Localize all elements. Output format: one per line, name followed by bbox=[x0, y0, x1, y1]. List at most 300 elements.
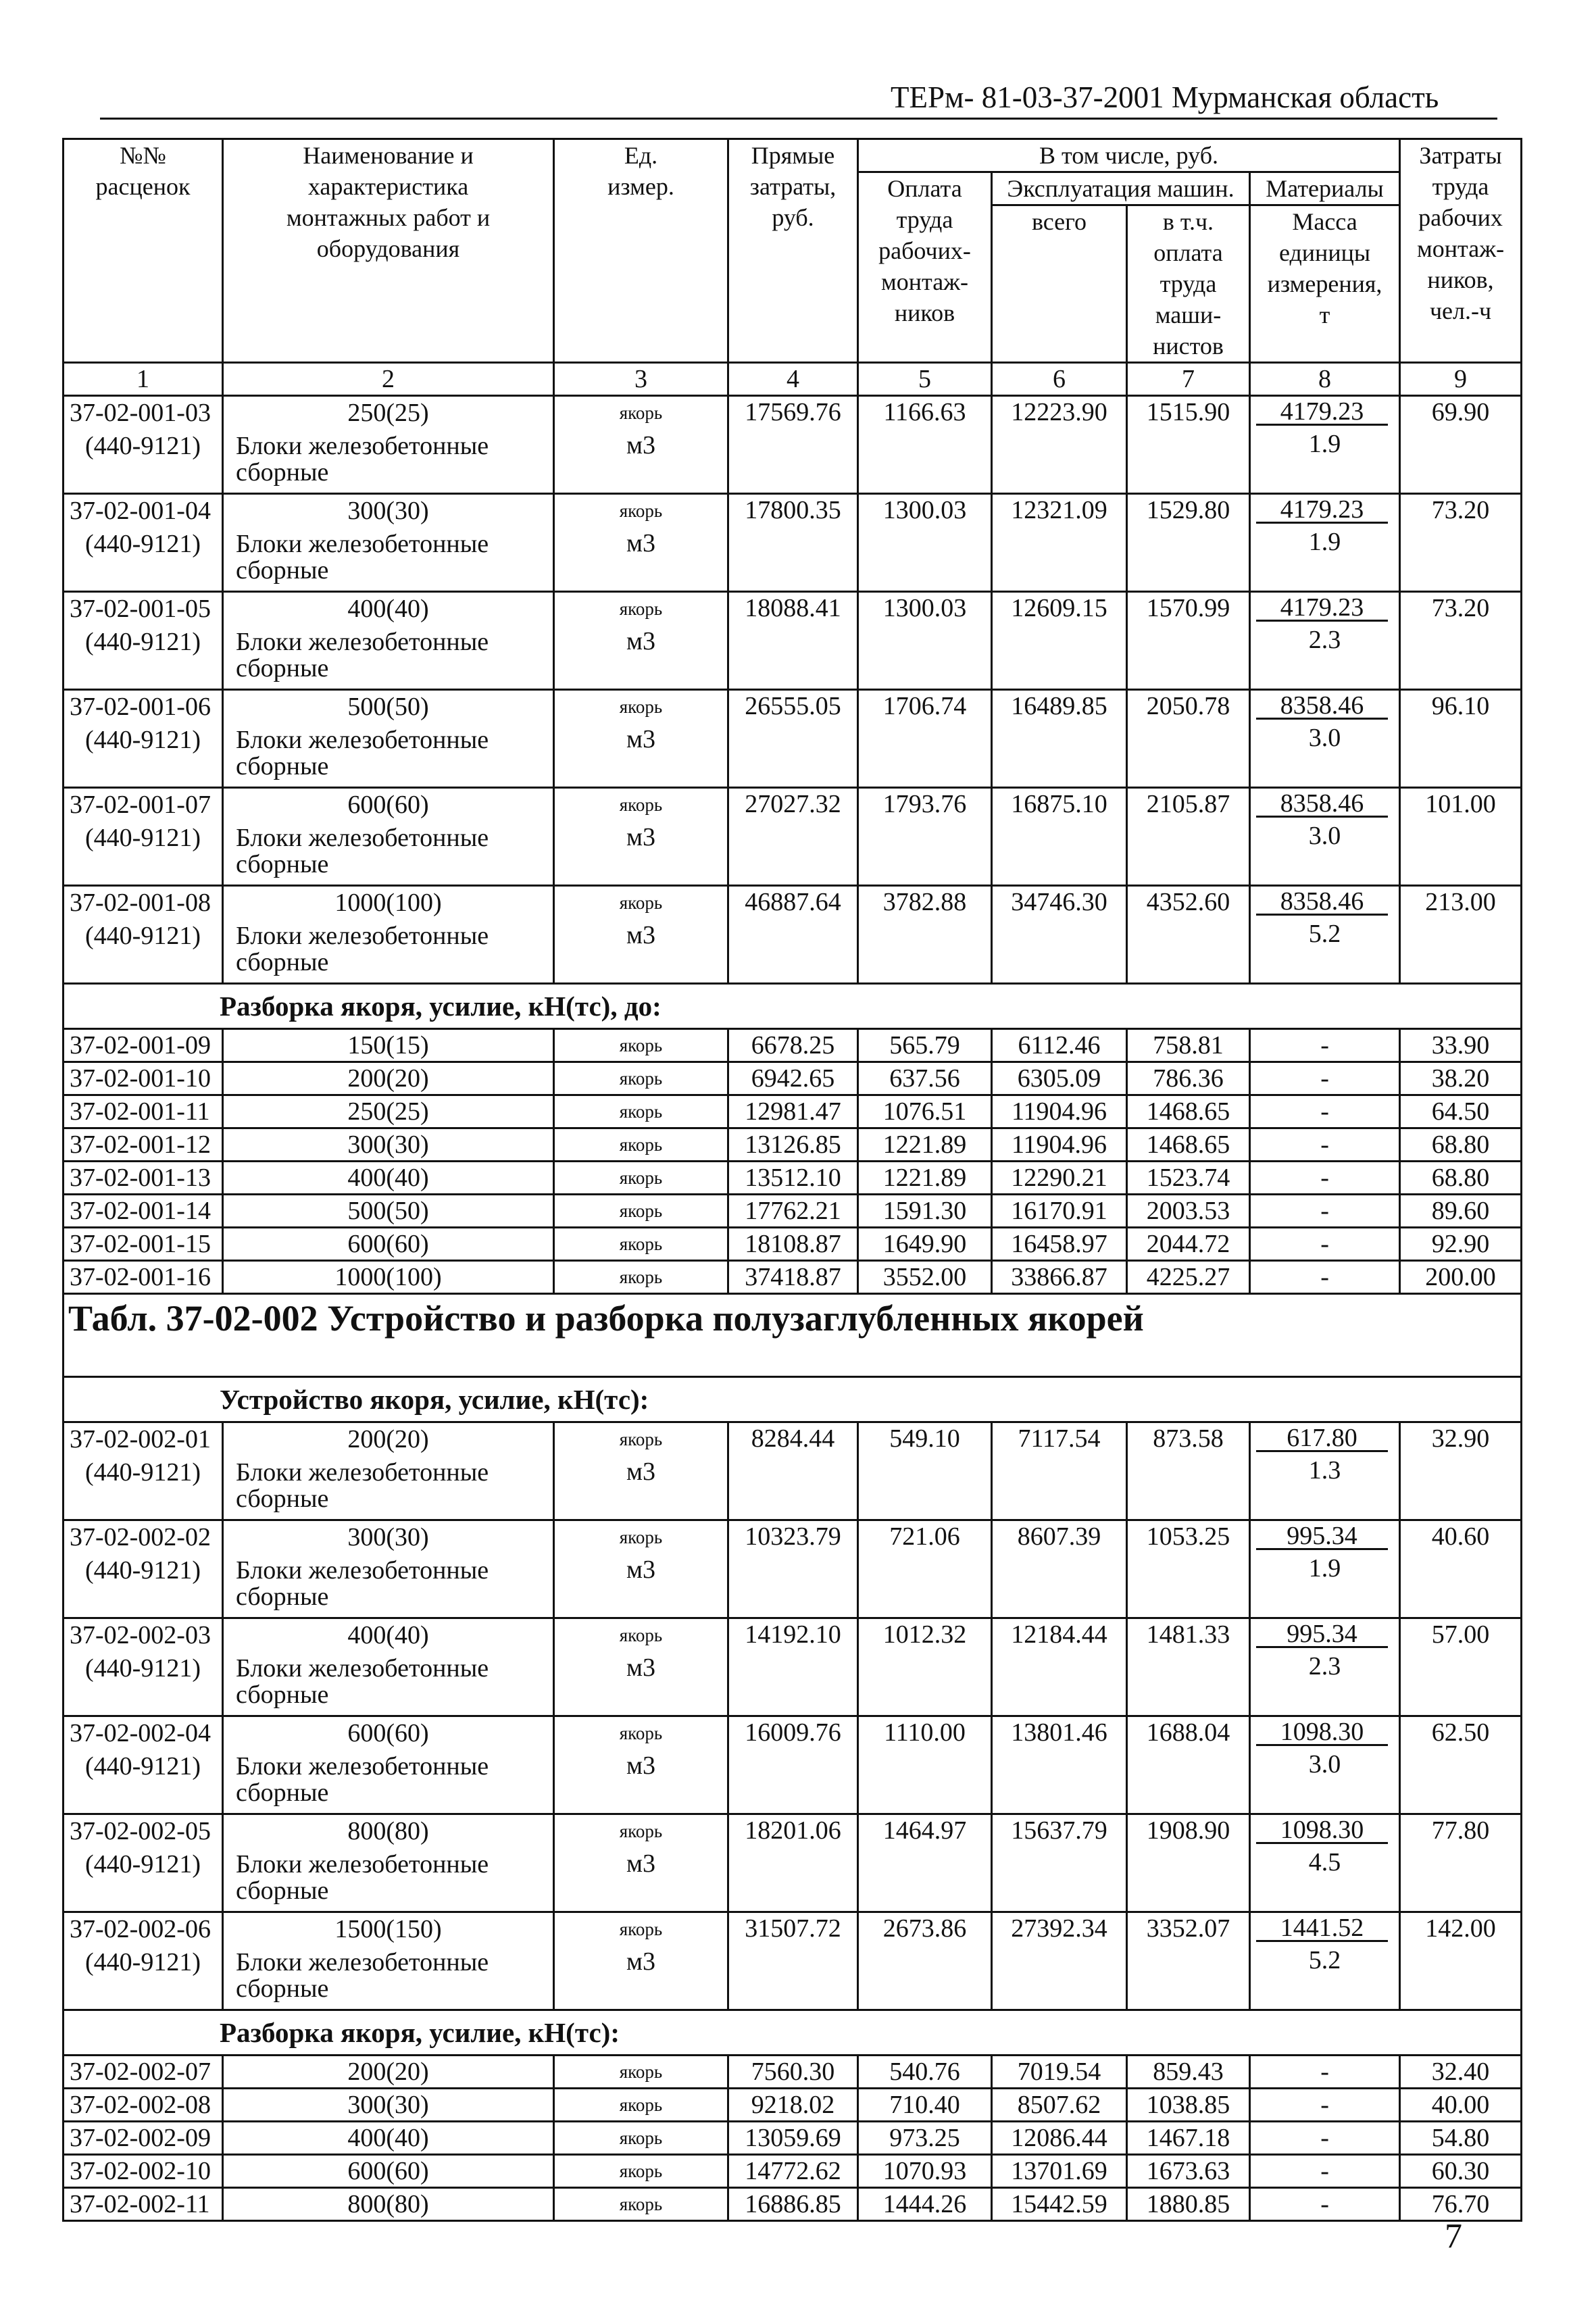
col-number: 4 bbox=[728, 363, 858, 396]
value-mach: 16458.97 bbox=[992, 1228, 1127, 1261]
material-name-cont: сборные bbox=[236, 850, 329, 878]
unit: якорь bbox=[619, 1527, 663, 1547]
material-name-cont: сборные bbox=[236, 556, 329, 584]
value-labor: 637.56 bbox=[858, 1062, 992, 1095]
materials-cost: 8358.46 bbox=[1256, 789, 1388, 818]
value-mach_labor: 1468.65 bbox=[1127, 1095, 1250, 1128]
col-header-code: №№ расценок bbox=[64, 139, 223, 363]
value-direct: 16009.76 bbox=[728, 1716, 858, 1814]
material-name: Блоки железобетонные bbox=[236, 1752, 489, 1781]
value-mach: 11904.96 bbox=[992, 1095, 1127, 1128]
value-hours: 40.00 bbox=[1400, 2089, 1522, 2122]
work-name-cell bbox=[223, 1814, 554, 1912]
value-labor: 1221.89 bbox=[858, 1128, 992, 1162]
rate-code: 37-02-001-03 bbox=[70, 399, 211, 427]
sub-unit: м3 bbox=[626, 1751, 656, 1780]
materials-cost: 995.34 bbox=[1256, 1521, 1388, 1550]
material-name: Блоки железобетонные bbox=[236, 1850, 489, 1878]
value-hours: 40.60 bbox=[1400, 1520, 1522, 1618]
rate-code: 37-02-001-05 bbox=[70, 595, 211, 623]
rate-code: 37-02-002-01 bbox=[70, 1425, 211, 1453]
resource-code: (440-9121) bbox=[85, 824, 201, 852]
value-direct: 17569.76 bbox=[728, 396, 858, 494]
value-direct: 7560.30 bbox=[728, 2056, 858, 2089]
materials-cell bbox=[1250, 886, 1400, 984]
value-labor: 1166.63 bbox=[858, 396, 992, 494]
material-name: Блоки железобетонные bbox=[236, 1556, 489, 1585]
col-header-materials: Материалы bbox=[1250, 172, 1400, 205]
unit: якорь bbox=[619, 501, 663, 521]
material-name-cont: сборные bbox=[236, 654, 329, 682]
unit: якорь bbox=[554, 1128, 728, 1162]
rate-code: 37-02-001-11 bbox=[64, 1095, 223, 1128]
value-direct: 8284.44 bbox=[728, 1422, 858, 1520]
unit: якорь bbox=[619, 795, 663, 815]
unit-cell bbox=[554, 494, 728, 592]
value-mach_labor: 2105.87 bbox=[1127, 788, 1250, 886]
rate-code: 37-02-002-03 bbox=[70, 1621, 211, 1649]
value-hours: 32.90 bbox=[1400, 1422, 1522, 1520]
col-number: 1 bbox=[64, 363, 223, 396]
mass-per-unit: 3.0 bbox=[1308, 822, 1341, 850]
value-direct: 13126.85 bbox=[728, 1128, 858, 1162]
work-name: 600(60) bbox=[347, 1719, 429, 1747]
value-mach_labor: 1053.25 bbox=[1127, 1520, 1250, 1618]
value-mach_labor: 1515.90 bbox=[1127, 396, 1250, 494]
value-hours: 54.80 bbox=[1400, 2122, 1522, 2155]
value-hours: 101.00 bbox=[1400, 788, 1522, 886]
section-row bbox=[64, 2010, 1522, 2056]
value-hours: 96.10 bbox=[1400, 690, 1522, 788]
value-labor: 710.40 bbox=[858, 2089, 992, 2122]
table-row bbox=[64, 2122, 1522, 2155]
col-header-machines: Эксплуатация машин. bbox=[992, 172, 1250, 205]
value-direct: 6678.25 bbox=[728, 1029, 858, 1062]
rate-code-cell bbox=[64, 1520, 223, 1618]
rate-code: 37-02-002-08 bbox=[64, 2089, 223, 2122]
value-labor: 1012.32 bbox=[858, 1618, 992, 1716]
col-header-hours: Затраты труда рабочих монтаж- ников, чел.-ч bbox=[1400, 139, 1522, 363]
work-name-cell bbox=[223, 788, 554, 886]
value-direct: 10323.79 bbox=[728, 1520, 858, 1618]
value-mach_labor: 859.43 bbox=[1127, 2056, 1250, 2089]
section-title: Устройство якоря, усилие, кН(тс): bbox=[64, 1377, 1522, 1422]
table-row bbox=[64, 2155, 1522, 2188]
col-number: 7 bbox=[1127, 363, 1250, 396]
col-header-mach-labor: в т.ч. оплата труда маши- нистов bbox=[1127, 205, 1250, 363]
value-mach: 8507.62 bbox=[992, 2089, 1127, 2122]
section-title: Разборка якоря, усилие, кН(тс): bbox=[64, 2010, 1522, 2056]
resource-code: (440-9121) bbox=[85, 726, 201, 754]
unit: якорь bbox=[554, 1195, 728, 1228]
value-mach_labor: 2044.72 bbox=[1127, 1228, 1250, 1261]
value-mach_labor: 1688.04 bbox=[1127, 1716, 1250, 1814]
value-mach_labor: 758.81 bbox=[1127, 1029, 1250, 1062]
rate-code: 37-02-002-02 bbox=[70, 1523, 211, 1551]
work-name-cell bbox=[223, 1618, 554, 1716]
table-row bbox=[64, 1062, 1522, 1095]
rate-code: 37-02-002-07 bbox=[64, 2056, 223, 2089]
value-mat: - bbox=[1250, 2089, 1400, 2122]
value-labor: 2673.86 bbox=[858, 1912, 992, 2010]
resource-code: (440-9121) bbox=[85, 628, 201, 656]
work-name-cell bbox=[223, 592, 554, 690]
material-name-cont: сборные bbox=[236, 948, 329, 976]
table-row bbox=[64, 1261, 1522, 1294]
value-hours: 60.30 bbox=[1400, 2155, 1522, 2188]
value-labor: 1221.89 bbox=[858, 1162, 992, 1195]
sub-unit: м3 bbox=[626, 823, 656, 851]
resource-code: (440-9121) bbox=[85, 1556, 201, 1585]
value-mat: - bbox=[1250, 1261, 1400, 1294]
resource-code: (440-9121) bbox=[85, 1850, 201, 1878]
value-direct: 26555.05 bbox=[728, 690, 858, 788]
work-name-cell bbox=[223, 1912, 554, 2010]
work-name: 600(60) bbox=[223, 2155, 554, 2188]
value-labor: 1649.90 bbox=[858, 1228, 992, 1261]
col-number: 5 bbox=[858, 363, 992, 396]
value-mach: 27392.34 bbox=[992, 1912, 1127, 2010]
value-labor: 721.06 bbox=[858, 1520, 992, 1618]
resource-code: (440-9121) bbox=[85, 1752, 201, 1781]
work-name-cell bbox=[223, 1422, 554, 1520]
value-hours: 62.50 bbox=[1400, 1716, 1522, 1814]
value-labor: 1300.03 bbox=[858, 494, 992, 592]
rate-code-cell bbox=[64, 1716, 223, 1814]
materials-cost: 4179.23 bbox=[1256, 397, 1388, 426]
materials-cost: 617.80 bbox=[1256, 1423, 1388, 1452]
value-mach: 12290.21 bbox=[992, 1162, 1127, 1195]
mass-per-unit: 5.2 bbox=[1308, 1946, 1341, 1974]
value-labor: 1110.00 bbox=[858, 1716, 992, 1814]
table-row bbox=[64, 1716, 1522, 1814]
unit: якорь bbox=[619, 1723, 663, 1743]
materials-cell bbox=[1250, 1618, 1400, 1716]
value-direct: 12981.47 bbox=[728, 1095, 858, 1128]
value-labor: 3552.00 bbox=[858, 1261, 992, 1294]
value-mach: 6112.46 bbox=[992, 1029, 1127, 1062]
value-hours: 68.80 bbox=[1400, 1128, 1522, 1162]
value-hours: 213.00 bbox=[1400, 886, 1522, 984]
work-name: 600(60) bbox=[223, 1228, 554, 1261]
value-direct: 16886.85 bbox=[728, 2188, 858, 2221]
material-name: Блоки железобетонные bbox=[236, 628, 489, 656]
table-row bbox=[64, 592, 1522, 690]
table-row bbox=[64, 494, 1522, 592]
rate-code-cell bbox=[64, 1912, 223, 2010]
material-name: Блоки железобетонные bbox=[236, 1458, 489, 1487]
material-name-cont: сборные bbox=[236, 1681, 329, 1709]
col-number: 3 bbox=[554, 363, 728, 396]
value-mat: - bbox=[1250, 1162, 1400, 1195]
table-row bbox=[64, 1095, 1522, 1128]
work-name-cell bbox=[223, 494, 554, 592]
column-numbers-row bbox=[64, 363, 1522, 396]
value-mat: - bbox=[1250, 2155, 1400, 2188]
material-name: Блоки железобетонные bbox=[236, 1654, 489, 1683]
value-mach: 12321.09 bbox=[992, 494, 1127, 592]
work-name-cell bbox=[223, 886, 554, 984]
work-name: 300(30) bbox=[223, 1128, 554, 1162]
work-name: 500(50) bbox=[347, 693, 429, 721]
unit-cell bbox=[554, 1716, 728, 1814]
mass-per-unit: 5.2 bbox=[1308, 920, 1341, 948]
table-row bbox=[64, 1195, 1522, 1228]
rate-code: 37-02-001-06 bbox=[70, 693, 211, 721]
document-header: ТЕРм- 81-03-37-2001 Мурманская область bbox=[891, 80, 1439, 114]
unit: якорь bbox=[619, 697, 663, 717]
work-name-cell bbox=[223, 1520, 554, 1618]
materials-cost: 1441.52 bbox=[1256, 1913, 1388, 1942]
material-name-cont: сборные bbox=[236, 458, 329, 487]
value-direct: 46887.64 bbox=[728, 886, 858, 984]
work-name: 500(50) bbox=[223, 1195, 554, 1228]
material-name: Блоки железобетонные bbox=[236, 432, 489, 460]
value-mach: 13701.69 bbox=[992, 2155, 1127, 2188]
value-mach: 7019.54 bbox=[992, 2056, 1127, 2089]
unit-cell bbox=[554, 1814, 728, 1912]
value-mach_labor: 1467.18 bbox=[1127, 2122, 1250, 2155]
value-mach: 12086.44 bbox=[992, 2122, 1127, 2155]
col-header-mach-total: всего bbox=[992, 205, 1127, 363]
materials-cell bbox=[1250, 690, 1400, 788]
value-mach: 34746.30 bbox=[992, 886, 1127, 984]
value-mach: 13801.46 bbox=[992, 1716, 1127, 1814]
value-labor: 3782.88 bbox=[858, 886, 992, 984]
unit: якорь bbox=[619, 893, 663, 913]
col-header-labor: Оплата труда рабочих- монтаж- ников bbox=[858, 172, 992, 363]
materials-cell bbox=[1250, 396, 1400, 494]
value-mat: - bbox=[1250, 1128, 1400, 1162]
unit-cell bbox=[554, 1422, 728, 1520]
unit: якорь bbox=[619, 599, 663, 619]
rate-code-cell bbox=[64, 1814, 223, 1912]
rate-code: 37-02-002-11 bbox=[64, 2188, 223, 2221]
mass-per-unit: 1.9 bbox=[1308, 528, 1341, 556]
col-header-name: Наименование и характеристика монтажных работ и оборудования bbox=[223, 139, 554, 363]
value-mach: 16489.85 bbox=[992, 690, 1127, 788]
unit: якорь bbox=[554, 2056, 728, 2089]
mass-per-unit: 3.0 bbox=[1308, 1750, 1341, 1778]
unit-cell bbox=[554, 1618, 728, 1716]
rate-code: 37-02-002-10 bbox=[64, 2155, 223, 2188]
resource-code: (440-9121) bbox=[85, 530, 201, 558]
value-mach: 6305.09 bbox=[992, 1062, 1127, 1095]
value-hours: 68.80 bbox=[1400, 1162, 1522, 1195]
value-mach_labor: 1523.74 bbox=[1127, 1162, 1250, 1195]
resource-code: (440-9121) bbox=[85, 1654, 201, 1683]
material-name: Блоки железобетонные bbox=[236, 922, 489, 950]
rate-code-cell bbox=[64, 494, 223, 592]
value-hours: 33.90 bbox=[1400, 1029, 1522, 1062]
rate-code: 37-02-002-05 bbox=[70, 1817, 211, 1845]
table-row bbox=[64, 1814, 1522, 1912]
col-header-group: В том числе, руб. bbox=[858, 139, 1400, 172]
work-name: 150(15) bbox=[223, 1029, 554, 1062]
material-name: Блоки железобетонные bbox=[236, 530, 489, 558]
value-mach_labor: 1570.99 bbox=[1127, 592, 1250, 690]
rate-code: 37-02-002-06 bbox=[70, 1915, 211, 1943]
work-name: 400(40) bbox=[347, 595, 429, 623]
value-hours: 77.80 bbox=[1400, 1814, 1522, 1912]
work-name: 600(60) bbox=[347, 791, 429, 819]
value-labor: 1300.03 bbox=[858, 592, 992, 690]
value-mach_labor: 2003.53 bbox=[1127, 1195, 1250, 1228]
value-direct: 13059.69 bbox=[728, 2122, 858, 2155]
header-rule bbox=[100, 118, 1497, 120]
materials-cost: 4179.23 bbox=[1256, 593, 1388, 622]
col-number: 8 bbox=[1250, 363, 1400, 396]
value-mach: 12223.90 bbox=[992, 396, 1127, 494]
material-name-cont: сборные bbox=[236, 1876, 329, 1905]
table-row bbox=[64, 1128, 1522, 1162]
value-mach: 15442.59 bbox=[992, 2188, 1127, 2221]
unit: якорь bbox=[554, 1228, 728, 1261]
sub-unit: м3 bbox=[626, 921, 656, 949]
sub-unit: м3 bbox=[626, 1555, 656, 1584]
table-row bbox=[64, 2056, 1522, 2089]
value-hours: 142.00 bbox=[1400, 1912, 1522, 2010]
table-row bbox=[64, 886, 1522, 984]
material-name-cont: сборные bbox=[236, 752, 329, 780]
rate-code-cell bbox=[64, 1422, 223, 1520]
unit: якорь bbox=[554, 1162, 728, 1195]
table-row bbox=[64, 1029, 1522, 1062]
page-number: 7 bbox=[1445, 2217, 1462, 2256]
work-name: 1000(100) bbox=[223, 1261, 554, 1294]
value-mach_labor: 4225.27 bbox=[1127, 1261, 1250, 1294]
value-direct: 6942.65 bbox=[728, 1062, 858, 1095]
value-direct: 27027.32 bbox=[728, 788, 858, 886]
mass-per-unit: 1.9 bbox=[1308, 1554, 1341, 1583]
rate-code: 37-02-001-16 bbox=[64, 1261, 223, 1294]
value-direct: 37418.87 bbox=[728, 1261, 858, 1294]
value-labor: 565.79 bbox=[858, 1029, 992, 1062]
work-name-cell bbox=[223, 396, 554, 494]
unit-cell bbox=[554, 886, 728, 984]
header-row-1 bbox=[64, 139, 1522, 172]
work-name: 400(40) bbox=[223, 2122, 554, 2155]
value-mach_labor: 3352.07 bbox=[1127, 1912, 1250, 2010]
unit: якорь bbox=[554, 2155, 728, 2188]
value-direct: 17762.21 bbox=[728, 1195, 858, 1228]
col-number: 6 bbox=[992, 363, 1127, 396]
work-name: 1500(150) bbox=[334, 1915, 442, 1943]
rate-code: 37-02-001-12 bbox=[64, 1128, 223, 1162]
value-mach_labor: 2050.78 bbox=[1127, 690, 1250, 788]
table-row bbox=[64, 1422, 1522, 1520]
value-mach_labor: 1468.65 bbox=[1127, 1128, 1250, 1162]
value-labor: 1464.97 bbox=[858, 1814, 992, 1912]
value-direct: 14772.62 bbox=[728, 2155, 858, 2188]
value-mat: - bbox=[1250, 1228, 1400, 1261]
rate-code-cell bbox=[64, 592, 223, 690]
unit: якорь bbox=[554, 1261, 728, 1294]
value-direct: 18201.06 bbox=[728, 1814, 858, 1912]
work-name-cell bbox=[223, 1716, 554, 1814]
value-mach_labor: 1038.85 bbox=[1127, 2089, 1250, 2122]
rate-code-cell bbox=[64, 396, 223, 494]
value-labor: 1591.30 bbox=[858, 1195, 992, 1228]
rate-code: 37-02-001-14 bbox=[64, 1195, 223, 1228]
col-number: 9 bbox=[1400, 363, 1522, 396]
unit-cell bbox=[554, 788, 728, 886]
value-direct: 14192.10 bbox=[728, 1618, 858, 1716]
rate-code-cell bbox=[64, 1618, 223, 1716]
value-hours: 76.70 bbox=[1400, 2188, 1522, 2221]
value-direct: 31507.72 bbox=[728, 1912, 858, 2010]
rate-code: 37-02-002-09 bbox=[64, 2122, 223, 2155]
unit-cell bbox=[554, 690, 728, 788]
unit-cell bbox=[554, 1520, 728, 1618]
table-row bbox=[64, 690, 1522, 788]
value-mach_labor: 1880.85 bbox=[1127, 2188, 1250, 2221]
table-row bbox=[64, 2089, 1522, 2122]
resource-code: (440-9121) bbox=[85, 1458, 201, 1487]
value-labor: 1706.74 bbox=[858, 690, 992, 788]
material-name: Блоки железобетонные bbox=[236, 726, 489, 754]
table-row bbox=[64, 1228, 1522, 1261]
material-name: Блоки железобетонные bbox=[236, 824, 489, 852]
material-name-cont: сборные bbox=[236, 1778, 329, 1807]
sub-unit: м3 bbox=[626, 431, 656, 459]
value-labor: 540.76 bbox=[858, 2056, 992, 2089]
value-mach_labor: 4352.60 bbox=[1127, 886, 1250, 984]
material-name-cont: сборные bbox=[236, 1583, 329, 1611]
rate-code: 37-02-001-09 bbox=[64, 1029, 223, 1062]
materials-cost: 1098.30 bbox=[1256, 1717, 1388, 1746]
value-mach: 7117.54 bbox=[992, 1422, 1127, 1520]
work-name: 200(20) bbox=[223, 2056, 554, 2089]
value-mat: - bbox=[1250, 1095, 1400, 1128]
work-name: 800(80) bbox=[223, 2188, 554, 2221]
value-direct: 9218.02 bbox=[728, 2089, 858, 2122]
value-mat: - bbox=[1250, 1062, 1400, 1095]
mass-per-unit: 2.3 bbox=[1308, 1652, 1341, 1681]
material-name-cont: сборные bbox=[236, 1485, 329, 1513]
value-mach_labor: 1481.33 bbox=[1127, 1618, 1250, 1716]
materials-cost: 995.34 bbox=[1256, 1619, 1388, 1648]
value-labor: 1444.26 bbox=[858, 2188, 992, 2221]
unit-cell bbox=[554, 592, 728, 690]
table-title-row bbox=[64, 1294, 1522, 1377]
table-row bbox=[64, 1520, 1522, 1618]
value-hours: 89.60 bbox=[1400, 1195, 1522, 1228]
work-name: 1000(100) bbox=[334, 889, 442, 917]
section-row bbox=[64, 1377, 1522, 1422]
value-hours: 69.90 bbox=[1400, 396, 1522, 494]
value-hours: 73.20 bbox=[1400, 494, 1522, 592]
value-mat: - bbox=[1250, 2056, 1400, 2089]
unit: якорь bbox=[554, 1062, 728, 1095]
unit: якорь bbox=[554, 1029, 728, 1062]
materials-cell bbox=[1250, 1912, 1400, 2010]
material-name-cont: сборные bbox=[236, 1974, 329, 2003]
sub-unit: м3 bbox=[626, 529, 656, 557]
work-name: 400(40) bbox=[347, 1621, 429, 1649]
work-name: 250(25) bbox=[223, 1095, 554, 1128]
work-name: 300(30) bbox=[347, 1523, 429, 1551]
mass-per-unit: 1.3 bbox=[1308, 1456, 1341, 1485]
value-labor: 1793.76 bbox=[858, 788, 992, 886]
table-row bbox=[64, 1618, 1522, 1716]
col-number: 2 bbox=[223, 363, 554, 396]
value-hours: 200.00 bbox=[1400, 1261, 1522, 1294]
mass-per-unit: 1.9 bbox=[1308, 430, 1341, 458]
value-mat: - bbox=[1250, 2188, 1400, 2221]
sub-unit: м3 bbox=[626, 725, 656, 753]
sub-unit: м3 bbox=[626, 1849, 656, 1878]
